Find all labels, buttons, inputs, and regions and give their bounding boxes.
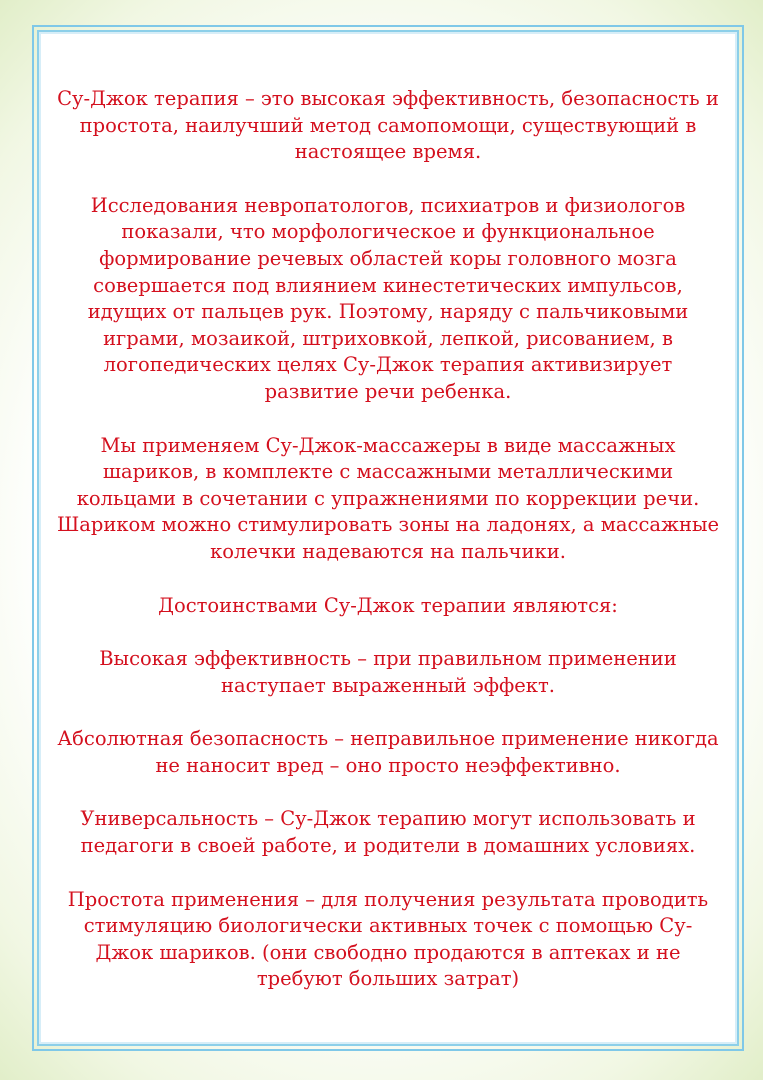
paragraph-advantages-heading: Достоинствами Су-Джок терапии являются:	[158, 593, 618, 617]
paragraph-absolute-safety: Абсолютная безопасность – неправильное применение никогда не наносит вред – оно просто неэффективно.	[57, 727, 719, 777]
paragraph-high-efficiency: Высокая эффективность – при правильном применении наступает выраженный эффект.	[99, 647, 677, 697]
paragraph-application: Мы применяем Су-Джок-массажеры в виде массажных шариков, в комплекте с массажными металлическими кольцами в сочетании с упражнениями по коррекции речи. Шариком можно стимулировать зоны на ладонях, а массажные колечки надеваются на пальчики.	[56, 433, 720, 563]
paragraph-simplicity: Простота применения – для получения результата проводить стимуляцию биологически активных точек с помощью Су-Джок шариков. (они свободно продаются в аптеках и не требуют больших затрат)	[67, 887, 709, 991]
document-body	[55, 86, 721, 1020]
paragraph-universality: Универсальность – Су-Джок терапию могут использовать и педагоги в своей работе, и родители в домашних условиях.	[80, 807, 696, 858]
paragraph-research: Исследования невропатологов, психиатров и физиологов показали, что морфологическое и функциональное формирование речевых областей коры головного мозга совершается под влиянием кинестетических импульсов, идущих от пальцев рук. Поэтому, наряду с пальчиковыми играми, мозаикой, штриховкой, лепкой, рисованием, в логопедических целях Су-Джок терапия активизирует развитие речи ребенка.	[87, 193, 689, 403]
paragraph-intro: Су-Джок терапия – это высокая эффективность, безопасность и простота, наилучший метод самопомощи, существующий в настоящее время.	[57, 87, 719, 164]
